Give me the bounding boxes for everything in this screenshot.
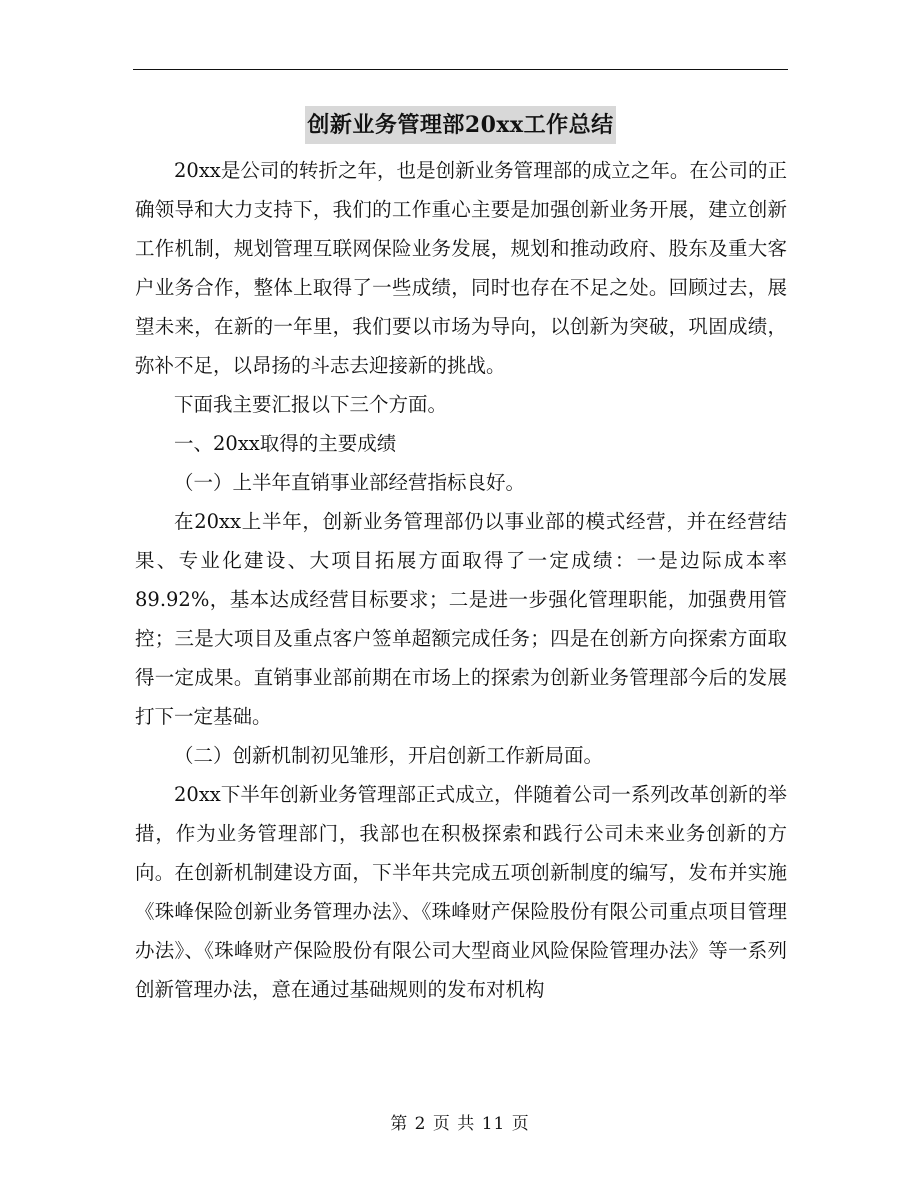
document-title: 创新业务管理部20xx工作总结 xyxy=(305,106,615,144)
paragraph-intro: 20xx是公司的转折之年，也是创新业务管理部的成立之年。在公司的正确领导和大力支持下，我们的工作重心主要是加强创新业务开展，建立创新工作机制，规划管理互联网保险业务发展，规划和推动政府、股东及重大客户业务合作，整体上取得了一些成绩，同时也存在不足之处。回顾过去，展望未来，在新的一年里，我们要以市场为导向，以创新为突破，巩固成绩，弥补不足，以昂扬的斗志去迎接新的挑战。 xyxy=(135,159,787,377)
page-footer: 第 2 页 共 11 页 xyxy=(390,1114,530,1134)
section-heading-achievements: 一、20xx取得的主要成绩 xyxy=(174,432,397,455)
subsection-heading-2: （二）创新机制初见雏形，开启创新工作新局面。 xyxy=(174,744,604,767)
paragraph-second-half: 20xx下半年创新业务管理部正式成立，伴随着公司一系列改革创新的举措，作为业务管理部门，我部也在积极探索和践行公司未来业务创新的方向。在创新机制建设方面，下半年共完成五项创新制度的编写，发布并实施《珠峰保险创新业务管理办法》、《珠峰财产保险股份有限公司重点项目管理办法》、《珠峰财产保险股份有限公司大型商业风险保险管理办法》等一系列创新管理办法，意在通过基础规则的发布对机构 xyxy=(135,783,787,1001)
paragraph-first-half: 在20xx上半年，创新业务管理部仍以事业部的模式经营，并在经营结果、专业化建设、大项目拓展方面取得了一定成绩：一是边际成本率89.92%，基本达成经营目标要求；二是进一步强化管理职能，加强费用管控；三是大项目及重点客户签单超额完成任务；四是在创新方向探索方面取得一定成果。直销事业部前期在市场上的探索为创新业务管理部今后的发展打下一定基础。 xyxy=(135,510,787,728)
header-rule xyxy=(133,69,788,70)
document-body xyxy=(135,151,787,1009)
subsection-heading-1: （一）上半年直销事业部经营指标良好。 xyxy=(174,471,526,494)
title-container xyxy=(133,106,788,144)
paragraph-overview: 下面我主要汇报以下三个方面。 xyxy=(174,393,448,416)
